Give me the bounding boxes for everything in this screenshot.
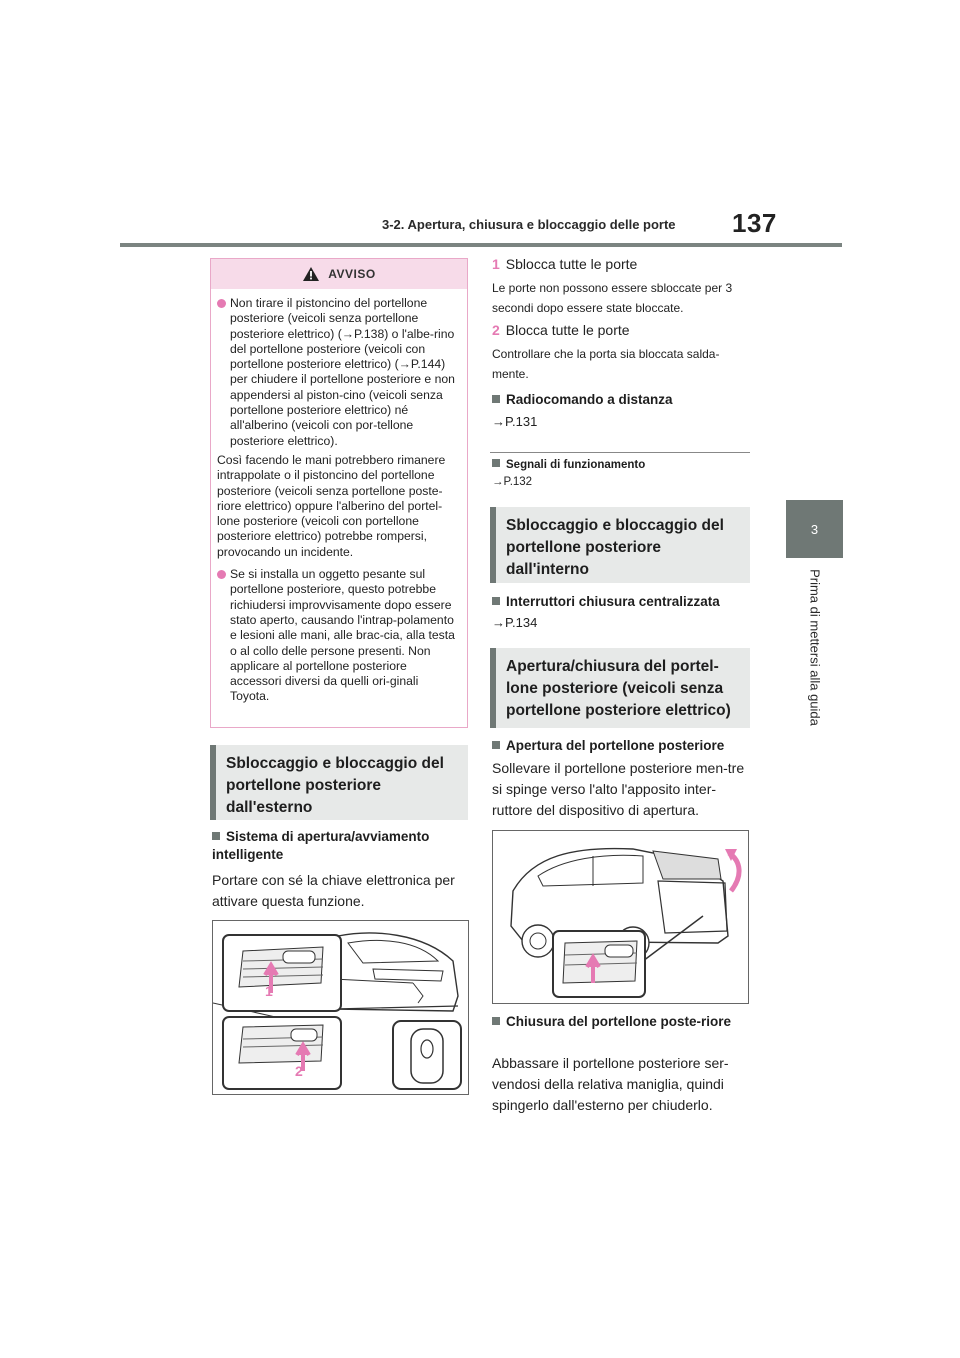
step-1-note: Le porte non possono essere sbloccate per 3 secondi dopo essere state bloccate. xyxy=(492,281,733,315)
step-1: 1 Sblocca tutte le porte xyxy=(492,256,638,272)
warning-item xyxy=(217,296,460,449)
smart-entry-text: Portare con sé la chiave elettronica per attivare questa funzione. xyxy=(212,872,455,909)
page-reference[interactable]: →P.131 xyxy=(492,414,538,429)
warning-box xyxy=(210,258,468,728)
square-bullet-icon xyxy=(492,741,500,749)
rear-hatch-illustration xyxy=(213,921,468,1094)
square-bullet-icon xyxy=(492,459,500,467)
open-hatch-text: Sollevare il portellone posteriore men-tre si spinge verso l'alto l'apposito inter-ruttore del dispositivo di apertura. xyxy=(492,760,745,818)
illustration-rear-hatch-buttons xyxy=(212,920,469,1095)
subheading-signals: Segnali di funzionamento xyxy=(492,456,750,474)
subheading-open-hatch: Apertura del portellone posteriore xyxy=(492,737,750,755)
subheading-close-hatch: Chiusura del portellone poste-riore xyxy=(492,1012,750,1032)
section-header-title: 3-2. Apertura, chiusura e bloccaggio delle porte xyxy=(382,217,676,232)
subheading-remote: Radiocomando a distanza xyxy=(492,391,750,409)
warning-label: AVVISO xyxy=(328,267,376,281)
section-header-outside: Sbloccaggio e bloccaggio del portellone posteriore dall'esterno xyxy=(210,745,468,820)
bullet-icon xyxy=(217,299,226,308)
section-header-inside: Sbloccaggio e bloccaggio del portellone posteriore dall'interno xyxy=(490,507,750,583)
square-bullet-icon xyxy=(212,832,220,840)
page-reference[interactable]: →P.134 xyxy=(492,615,538,630)
warning-paragraph: Così facendo le mani potrebbero rimanere intrappolate o il pistoncino del portellone posteriore (veicoli senza portellone poste-riore elettrico) oppure l'alberino del portel-lone posteriore (veicoli con portellone posteriore elettrico) potrebbe rompersi, provocando un incidente. xyxy=(217,452,446,559)
subheading-smart-entry: Sistema di apertura/avviamento intelligente xyxy=(212,829,430,862)
square-bullet-icon xyxy=(492,395,500,403)
callout-number: 1 xyxy=(265,983,273,999)
warning-item xyxy=(217,567,460,705)
step-2: 2 Blocca tutte le porte xyxy=(492,322,630,338)
divider xyxy=(490,452,750,453)
page-number: 137 xyxy=(732,208,777,238)
step-number: 2 xyxy=(492,322,500,338)
warning-header xyxy=(211,259,467,289)
section-header-manual-hatch: Apertura/chiusura del portel-lone posteriore (veicoli senza portellone posteriore elettrico) xyxy=(490,648,750,728)
warning-triangle-icon xyxy=(302,266,320,282)
page-reference[interactable]: →P.132 xyxy=(492,476,533,488)
warning-item-text: Se si installa un oggetto pesante sul portellone posteriore, questo potrebbe richiudersi improvvisamente dopo essere stato aperto, causando l'intrap-polamento e lesioni alle mani, alle brac-cia, alla testa o al collo delle persone presenti. Non applicare al portellone posteriore accessori diversi da quelli ori-ginali Toyota. xyxy=(230,567,455,704)
illustration-open-hatch xyxy=(492,830,749,1004)
callout-number: 2 xyxy=(295,1063,303,1079)
car-hatch-illustration xyxy=(493,831,748,1003)
subheading-lock-switches: Interruttori chiusura centralizzata xyxy=(492,593,750,611)
chapter-number: 3 xyxy=(810,521,819,537)
step-2-note: Controllare che la porta sia bloccata salda-mente. xyxy=(492,347,720,381)
header-rule xyxy=(120,243,842,247)
square-bullet-icon xyxy=(492,1017,500,1025)
square-bullet-icon xyxy=(492,597,500,605)
step-number: 1 xyxy=(492,256,500,272)
chapter-label: Prima di mettersi alla guida xyxy=(807,569,823,726)
warning-item-text: Non tirare il pistoncino del portellone posteriore (veicoli senza portellone posteriore elettrico) (→P.138) o l'albe-rino del portellone posteriore (veicoli con portellone posteriore elettrico) (→P.144) per chiudere il portellone posteriore e non appendersi al piston-cino (veicoli senza portellone posteriore elettrico) né all'alberino (veicoli con por-tellone posteriore elettrico). xyxy=(230,296,455,448)
bullet-icon xyxy=(217,570,226,579)
close-hatch-text: Abbassare il portellone posteriore ser-vendosi della relativa maniglia, quindi spingerlo dall'esterno per chiuderlo. xyxy=(492,1055,729,1113)
